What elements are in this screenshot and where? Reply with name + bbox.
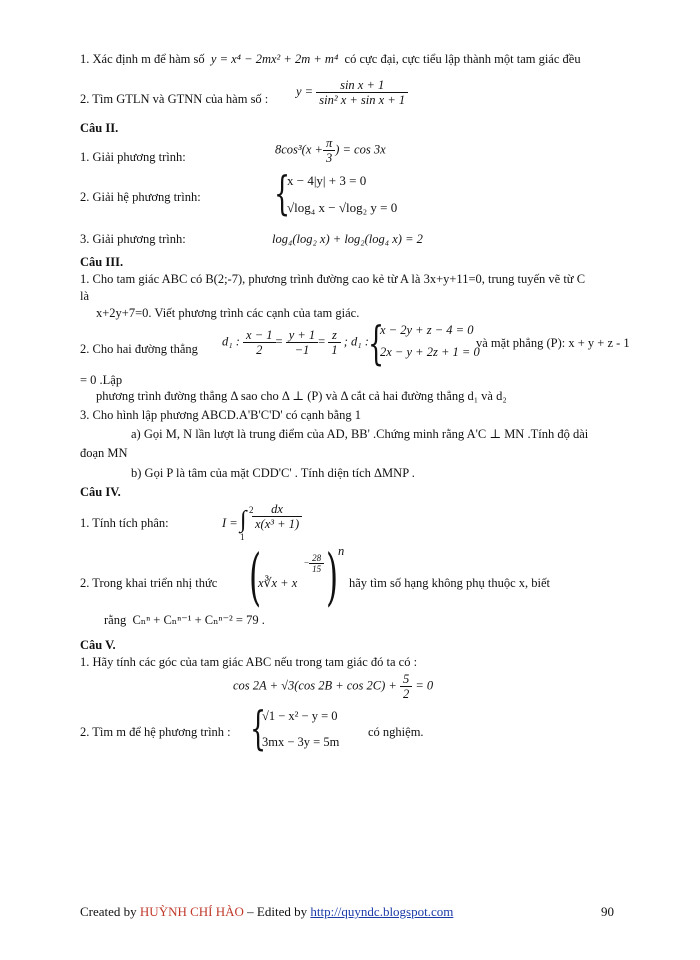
q1-item2-fraction (316, 78, 408, 107)
q1-item2-den: sin² x + sin x + 1 (316, 92, 408, 107)
q4-item2-tail: hãy tìm số hạng không phụ thuộc x, biết (349, 576, 551, 590)
q3-item2-sys1: x − 2y + z − 4 = 0 (380, 323, 474, 337)
q3-item2-frac3 (328, 328, 340, 357)
footer (80, 904, 453, 919)
q3-item2-d1: d₁ : $\frac{x - 1}{2}$ = $\frac{y + 1}{-1}$ = $\frac{z}{1}$ ; d₁ : (222, 328, 369, 357)
q5-item1-fn: 5 (403, 672, 410, 686)
q2-item2-eq2: √log₄ x − √log₂ y = 0 (287, 200, 398, 215)
q3-item2-tail: và mặt phẳng (P): x + y + z - 1 (476, 336, 630, 350)
q4-item2-cond: Cₙⁿ + Cₙⁿ⁻¹ + Cₙⁿ⁻² = 79 . (132, 613, 265, 627)
q2-item1-a: 8cos³(x + (275, 142, 323, 157)
q3-item2-f3n: z (332, 328, 337, 342)
q3-item2-sep: ; d₁ : (343, 334, 369, 349)
q4-item1-integral: ∫ (240, 507, 247, 533)
q4-item1-frac (252, 502, 302, 531)
q5-item1-eq-left: cos 2A + √3(cos 2B + cos 2C) + (233, 678, 397, 693)
q4-item2-expn: 28 (312, 553, 322, 563)
q3-item3-a: a) Gọi M, N lần lượt là trung điểm của AD, BB' .Chứng minh rằng A'C ⊥ MN .Tính độ dài (131, 427, 589, 441)
q2-item1-pi: π (325, 136, 333, 150)
q4-item1-den: x(x³ + 1) (252, 516, 302, 531)
q1-item1-tail: có cực đại, cực tiểu lập thành một tam giác đều (344, 52, 581, 66)
footer-author: HUỲNH CHÍ HÀO (139, 904, 244, 919)
q4-heading: Câu IV. (80, 485, 121, 499)
q3-item3-b: b) Gọi P là tâm của mặt CDD'C' . Tính diện tích ΔMNP . (131, 466, 415, 480)
q4-item1-text: 1. Tính tích phân: (80, 516, 169, 530)
q1-item1 (80, 52, 581, 67)
q1-item2-formula (296, 78, 408, 107)
q4-item1-lower: 1 (240, 532, 245, 542)
q4-item1-upper: 2 (249, 505, 254, 515)
q4-item2-expd: 15 (309, 563, 324, 574)
q3-item1-l2: là (80, 289, 90, 303)
q3-item1-l3: x+2y+7=0. Viết phương trình các cạnh của tam giác. (96, 306, 360, 320)
footer-link[interactable]: http://quyndc.blogspot.com (310, 904, 454, 919)
q2-item3-eq: log₄(log₂ x) + log₂(log₄ x) = 2 (272, 232, 423, 246)
footer-edited: – Edited by (247, 904, 308, 919)
q3-item2-frac2 (286, 328, 318, 357)
q2-heading: Câu II. (80, 121, 119, 135)
q1-item1-math: y = x⁴ − 2mx² + 2m + m⁴ (210, 52, 339, 66)
q2-item3-text: 3. Giải phương trình: (80, 232, 186, 246)
q3-item2-frac1 (243, 328, 275, 357)
q3-item2-f1n: x − 1 (246, 328, 273, 342)
q2-item2-brace: { (274, 166, 291, 220)
q3-item2-l3: phương trình đường thẳng Δ sao cho Δ ⊥ (P) và Δ cắt cả hai đường thẳng d₁ và d₂ (96, 389, 507, 403)
q4-item2-l2-text: rằng (104, 613, 127, 627)
q5-item2-text: 2. Tìm m để hệ phương trình : (80, 725, 231, 739)
q2-item1-eq (275, 136, 386, 165)
q5-item2-eq1: √1 − x² − y = 0 (262, 709, 338, 723)
q4-item1-num: dx (271, 502, 283, 516)
q4-item2-lparen: ( (249, 540, 262, 613)
q2-item1-frac (323, 136, 335, 165)
q4-item2-l2 (104, 613, 265, 628)
q3-item2-sys2: 2x − y + 2z + 1 = 0 (380, 345, 480, 359)
q5-item2-eq2: 3mx − 3y = 5m (262, 735, 340, 749)
q4-item2-text: 2. Trong khai triển nhị thức (80, 576, 218, 590)
q1-item2-lhs: y = (296, 84, 314, 99)
q5-heading: Câu V. (80, 638, 116, 652)
q4-item1-I: I = (222, 516, 238, 530)
q3-item2-brace: { (368, 316, 385, 370)
q3-heading: Câu III. (80, 255, 124, 269)
q1-item2 (80, 92, 268, 107)
q2-item1-3: 3 (323, 150, 335, 165)
q3-item2-l2: = 0 .Lập (80, 373, 123, 387)
q3-item3-a2: đoạn MN (80, 446, 128, 460)
q3-item2-f2n: y + 1 (288, 328, 316, 342)
q1-item2-num: sin x + 1 (340, 78, 385, 92)
q2-item1-text: 1. Giải phương trình: (80, 150, 186, 164)
q2-item1-b: ) = cos 3x (335, 142, 386, 157)
q4-item2-exponent: − $\frac{28}{15}$ (304, 553, 324, 574)
q3-item2-f1d: 2 (243, 342, 275, 357)
q5-item1-eq-right: = 0 (415, 678, 434, 693)
q3-item2-f3d: 1 (328, 342, 340, 357)
q3-item2-f2d: −1 (286, 342, 318, 357)
q2-item2-eq1: x − 4|y| + 3 = 0 (287, 173, 367, 188)
footer-created: Created by (80, 904, 137, 919)
q5-item2-tail: có nghiệm. (368, 725, 424, 739)
q3-item2-d1-label: d₁ : (222, 334, 240, 349)
q4-item2-rparen: ) (326, 540, 339, 613)
q4-item2-n: n (338, 544, 345, 558)
q1-item1-text: 1. Xác định m để hàm số (80, 52, 205, 66)
page-number: 90 (601, 904, 614, 919)
q2-item2-text: 2. Giải hệ phương trình: (80, 190, 201, 204)
q3-item1-l1: 1. Cho tam giác ABC có B(2;-7), phương trình đường cao kẻ từ A là 3x+y+11=0, trung tuyến vẽ từ C (80, 272, 586, 286)
q5-item1-fd: 2 (400, 686, 412, 701)
q5-item2-brace: { (250, 701, 267, 755)
q5-item1-text: 1. Hãy tính các góc của tam giác ABC nếu trong tam giác đó ta có : (80, 655, 418, 669)
q5-item1-eq (233, 672, 433, 701)
q3-item2-text: 2. Cho hai đường thẳng (80, 342, 198, 356)
q4-item2-expr: x∛x + x (258, 576, 298, 590)
q1-item2-text: 2. Tìm GTLN và GTNN của hàm số : (80, 92, 269, 106)
q3-item3-l1: 3. Cho hình lập phương ABCD.A'B'C'D' có cạnh bằng 1 (80, 408, 362, 422)
